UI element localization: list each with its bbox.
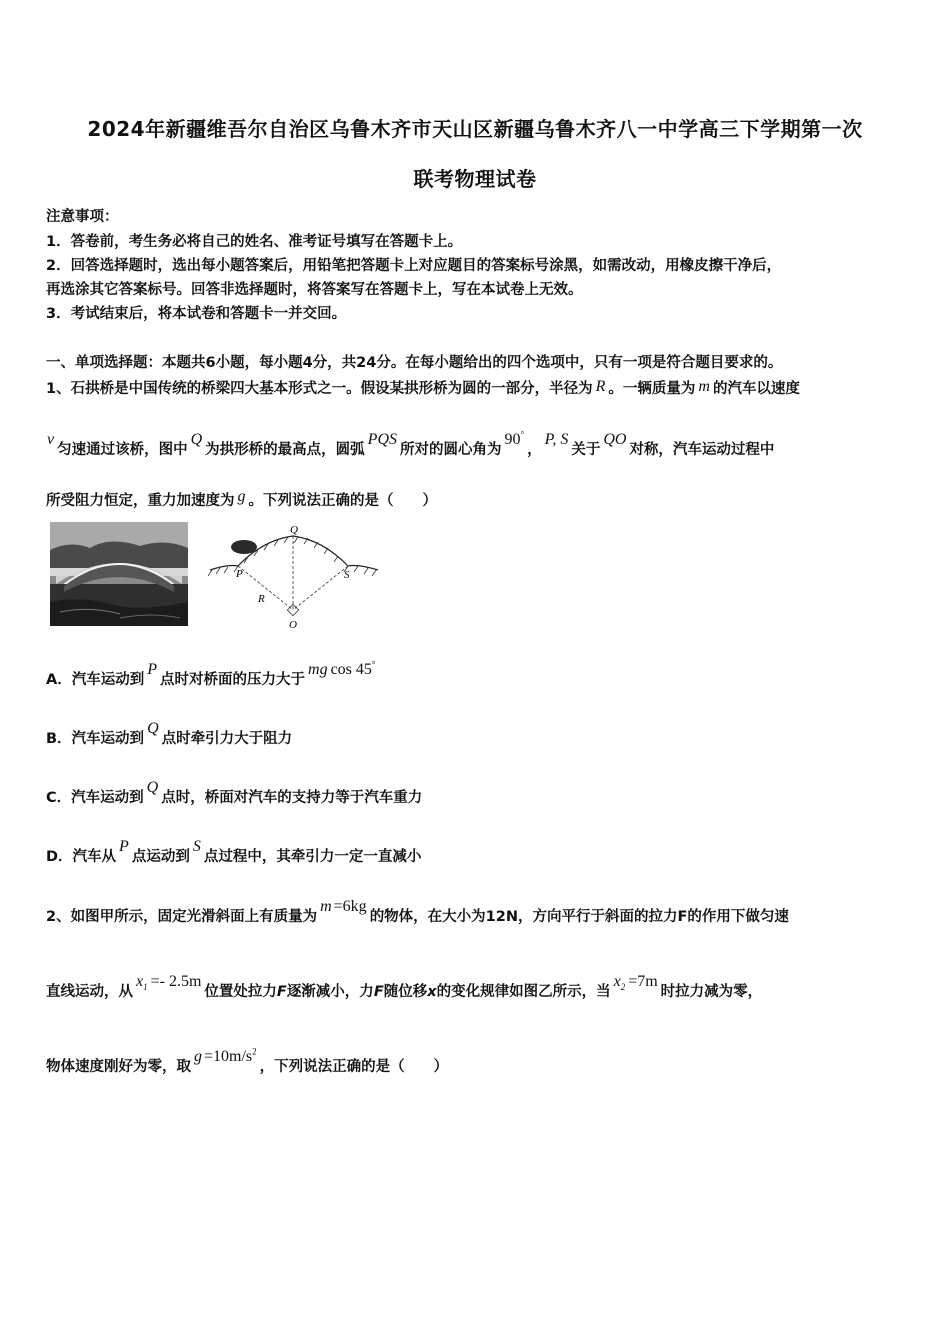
math-g-value	[204, 1048, 257, 1065]
q1-text: 。下列说法正确的是（ ）	[248, 493, 437, 509]
q2-text: 随位移	[383, 984, 428, 1000]
q1-line1	[46, 377, 800, 398]
math-g: g	[194, 1048, 202, 1065]
q1-text: 对称，汽车运动过程中	[629, 442, 775, 458]
math-gravity: g	[237, 488, 246, 505]
var-f: F	[373, 984, 384, 1000]
label-s: S	[344, 569, 350, 581]
notice-item-2-cont: 再选涂其它答案标号。回答非选择题时，将答案写在答题卡上，写在本试卷上无效。	[46, 282, 583, 298]
math-point-q: Q	[147, 720, 159, 737]
q1-text: 匀速通过该桥，图中	[57, 442, 188, 458]
q2-text: 物体速度刚好为零，取	[46, 1059, 191, 1075]
q2-text: 的变化规律如图乙所示，当	[436, 984, 611, 1000]
option-text: B．汽车运动到	[46, 731, 145, 747]
q1-line2	[44, 429, 775, 459]
math-mass-value: =6kg	[333, 898, 367, 915]
math-points-ps: P, S	[544, 431, 569, 448]
q2-line2	[46, 973, 763, 1002]
q1-option-b	[46, 720, 293, 748]
math-cos45	[331, 661, 376, 678]
math-point-q: Q	[190, 431, 203, 448]
q1-text: 1、石拱桥是中国传统的桥梁四大基本形式之一。假设某拱形桥为圆的一部分，半径为	[46, 381, 593, 397]
x-symbol: x	[136, 973, 144, 990]
degree-sign: °	[371, 659, 376, 670]
option-text: A．汽车运动到	[46, 672, 145, 688]
q1-text: 的汽车以速度	[712, 381, 800, 397]
q1-text: 关于	[571, 442, 601, 458]
math-point-s: S	[192, 838, 201, 855]
q2-text: 的物体，在大小为12N，方向平行于斜面的拉力F的作用下做匀速	[369, 909, 789, 925]
superscript: 2	[252, 1046, 257, 1057]
bridge-photo-drawing	[50, 522, 188, 626]
math-point-q: Q	[146, 779, 159, 796]
math-velocity: v	[47, 431, 55, 448]
math-x1	[136, 973, 148, 993]
degree-sign: °	[520, 429, 525, 440]
stone-arch-bridge-photo	[50, 522, 188, 626]
math-mg: mg	[308, 661, 328, 678]
x-symbol: x	[613, 973, 621, 990]
subscript: 1	[143, 982, 148, 993]
arch-bridge-diagram	[208, 520, 408, 632]
math-mass: m	[320, 898, 332, 915]
label-p: P	[236, 568, 243, 580]
q1-option-a	[46, 659, 379, 689]
q2-line3	[46, 1046, 449, 1076]
angle-value: 90	[504, 431, 521, 448]
q2-text: ，下列说法正确的是（ ）	[259, 1059, 449, 1075]
g-value: =10m/s	[204, 1048, 253, 1065]
math-arc-pqs: PQS	[367, 431, 397, 448]
q2-text: 时拉力减为零，	[660, 984, 763, 1000]
option-text: 点时牵引力大于阻力	[161, 731, 293, 747]
label-q: Q	[290, 524, 298, 536]
q1-line3	[46, 489, 437, 510]
q1-text: ，	[527, 442, 542, 458]
label-r: R	[258, 593, 265, 605]
car-shape	[231, 540, 257, 554]
q1-option-d	[46, 838, 422, 866]
option-text: 点时对桥面的压力大于	[160, 672, 306, 688]
arch-diagram-svg	[208, 520, 408, 632]
option-text: 点过程中，其牵引力一定一直减小	[203, 849, 422, 865]
exam-title-line1: 2024年新疆维吾尔自治区乌鲁木齐市天山区新疆乌鲁木齐八一中学高三下学期第一次	[87, 117, 863, 141]
q2-text: 逐渐减小，力	[286, 984, 374, 1000]
q2-text: 直线运动，从	[46, 984, 133, 1000]
q2-line1	[46, 898, 789, 926]
math-mass: m	[698, 378, 710, 395]
exam-title-line2: 联考物理试卷	[413, 167, 537, 191]
notice-item-1: 1．答卷前，考生务必将自己的姓名、准考证号填写在答题卡上。	[46, 234, 463, 250]
option-text: 点运动到	[131, 849, 190, 865]
q2-text: 2、如图甲所示，固定光滑斜面上有质量为	[46, 909, 318, 925]
q1-text: 所对的圆心角为	[400, 442, 502, 458]
option-text: D．汽车从	[46, 849, 117, 865]
var-f: F	[276, 984, 287, 1000]
notice-item-2: 2．回答选择题时，选出每小题答案后，用铅笔把答题卡上对应题目的答案标号涂黑，如需改动，用橡皮擦干净后，	[46, 258, 782, 274]
option-text: 点时，桥面对汽车的支持力等于汽车重力	[161, 790, 423, 806]
cos-value: cos 45	[330, 661, 372, 678]
notice-item-3: 3．考试结束后，将本试卷和答题卡一并交回。	[46, 306, 347, 322]
math-angle	[505, 431, 525, 448]
math-x1-value: =- 2.5m	[150, 973, 202, 990]
math-x2	[613, 973, 626, 993]
q2-text: 位置处拉力	[204, 984, 277, 1000]
section1-heading: 一、单项选择题：本题共6小题，每小题4分，共24分。在每小题给出的四个选项中，只有一项是符合题目要求的。	[46, 355, 783, 371]
notice-heading: 注意事项：	[46, 209, 119, 225]
math-x2-value: =7m	[628, 973, 658, 990]
label-o: O	[289, 619, 297, 631]
math-point-p: P	[147, 661, 158, 678]
option-text: C．汽车运动到	[46, 790, 144, 806]
subscript: 2	[620, 982, 626, 993]
math-point-p: P	[119, 838, 129, 855]
q1-text: 为拱形桥的最高点，圆弧	[205, 442, 365, 458]
q1-option-c	[46, 779, 423, 807]
q1-text: 所受阻力恒定，重力加速度为	[46, 493, 235, 509]
q1-text: 。一辆质量为	[608, 381, 696, 397]
var-x: x	[427, 984, 437, 1000]
math-radius: R	[595, 378, 606, 395]
math-line-qo: QO	[603, 431, 627, 448]
